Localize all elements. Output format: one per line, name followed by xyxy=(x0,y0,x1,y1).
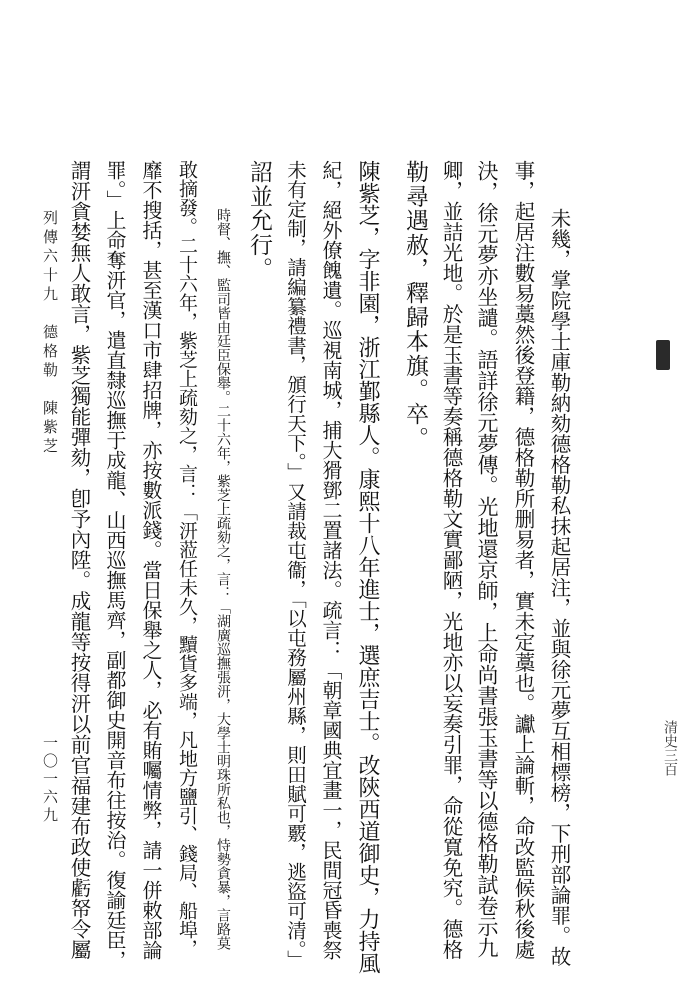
text-column-5: 勒尋遇赦，釋歸本旗。卒。 xyxy=(402,160,428,451)
text-column-13: 罪。」上命奪汧官，遣直隸巡撫于成龍、山西巡撫馬齊，副都御史開音布往按治。復諭廷臣， xyxy=(103,160,127,970)
text-column-12: 靡不搜括，甚至漢口市肆招牌，亦按數派錢。當日保舉之人，必有賄囑情弊，請一併敕部論 xyxy=(139,160,163,960)
scan-smudge xyxy=(656,340,670,370)
text-column-4: 卿，並詰光地。於是玉書等奏稱德格勒文實鄙陋，光地亦以妄奏引罪，命從寬免究。德格 xyxy=(439,160,463,960)
text-column-2: 事，起居注數易藁然後登籍，德格勒所删易者，實未定藁也。讞上論斬，命改監候秋後處 xyxy=(511,160,535,960)
running-head: 列傳六十九 德格勒 陳紫芝 xyxy=(41,210,59,457)
text-column-6: 陳紫芝，字非園，浙江鄞縣人。康熙十八年進士，選庶吉士。改陝西道御史，力持風 xyxy=(355,160,380,974)
edge-mark: 清史三百 xyxy=(662,720,678,776)
text-column-9: 詔並允行。 xyxy=(246,160,272,281)
text-column-14: 謂汧貪婪無人敢言，紫芝獨能彈劾，卽予內陞。成龍等按得汧以前官福建布政使虧帑令屬 xyxy=(67,160,91,960)
page-number: 一〇一六九 xyxy=(41,735,59,825)
text-column-11: 敢摘發。二十六年，紫芝上疏劾之，言：「汧蒞任未久，黷貨多端，凡地方鹽引、錢局、船埠， xyxy=(176,160,198,958)
text-column-8: 未有定制，請編纂禮書，頒行天下。」又請裁屯衞，「以屯務屬州縣，則田賦可覈，逃盜可清。」 xyxy=(284,160,307,970)
text-column-7: 紀，絕外僚餽遺。巡視南城，捕大猾鄧二置諸法。疏言：「朝章國典宜畫一，民間冠昏喪祭 xyxy=(319,160,343,960)
text-column-10: 時督、撫、監司皆由廷臣保舉。二十六年，紫芝上疏劾之，言：「湖廣巡撫張汧，大學士明珠所私也，恃勢貪暴，言路莫 xyxy=(215,208,231,950)
text-column-3: 決，徐元夢亦坐譴。語詳徐元夢傳。光地還京師，上命尚書張玉書等以德格勒試卷示九 xyxy=(475,160,499,958)
text-column-1: 未幾，掌院學士庫勒納劾德格勒私抹起居注，並與徐元夢互相標榜，下刑部論罪。故 xyxy=(547,208,571,967)
